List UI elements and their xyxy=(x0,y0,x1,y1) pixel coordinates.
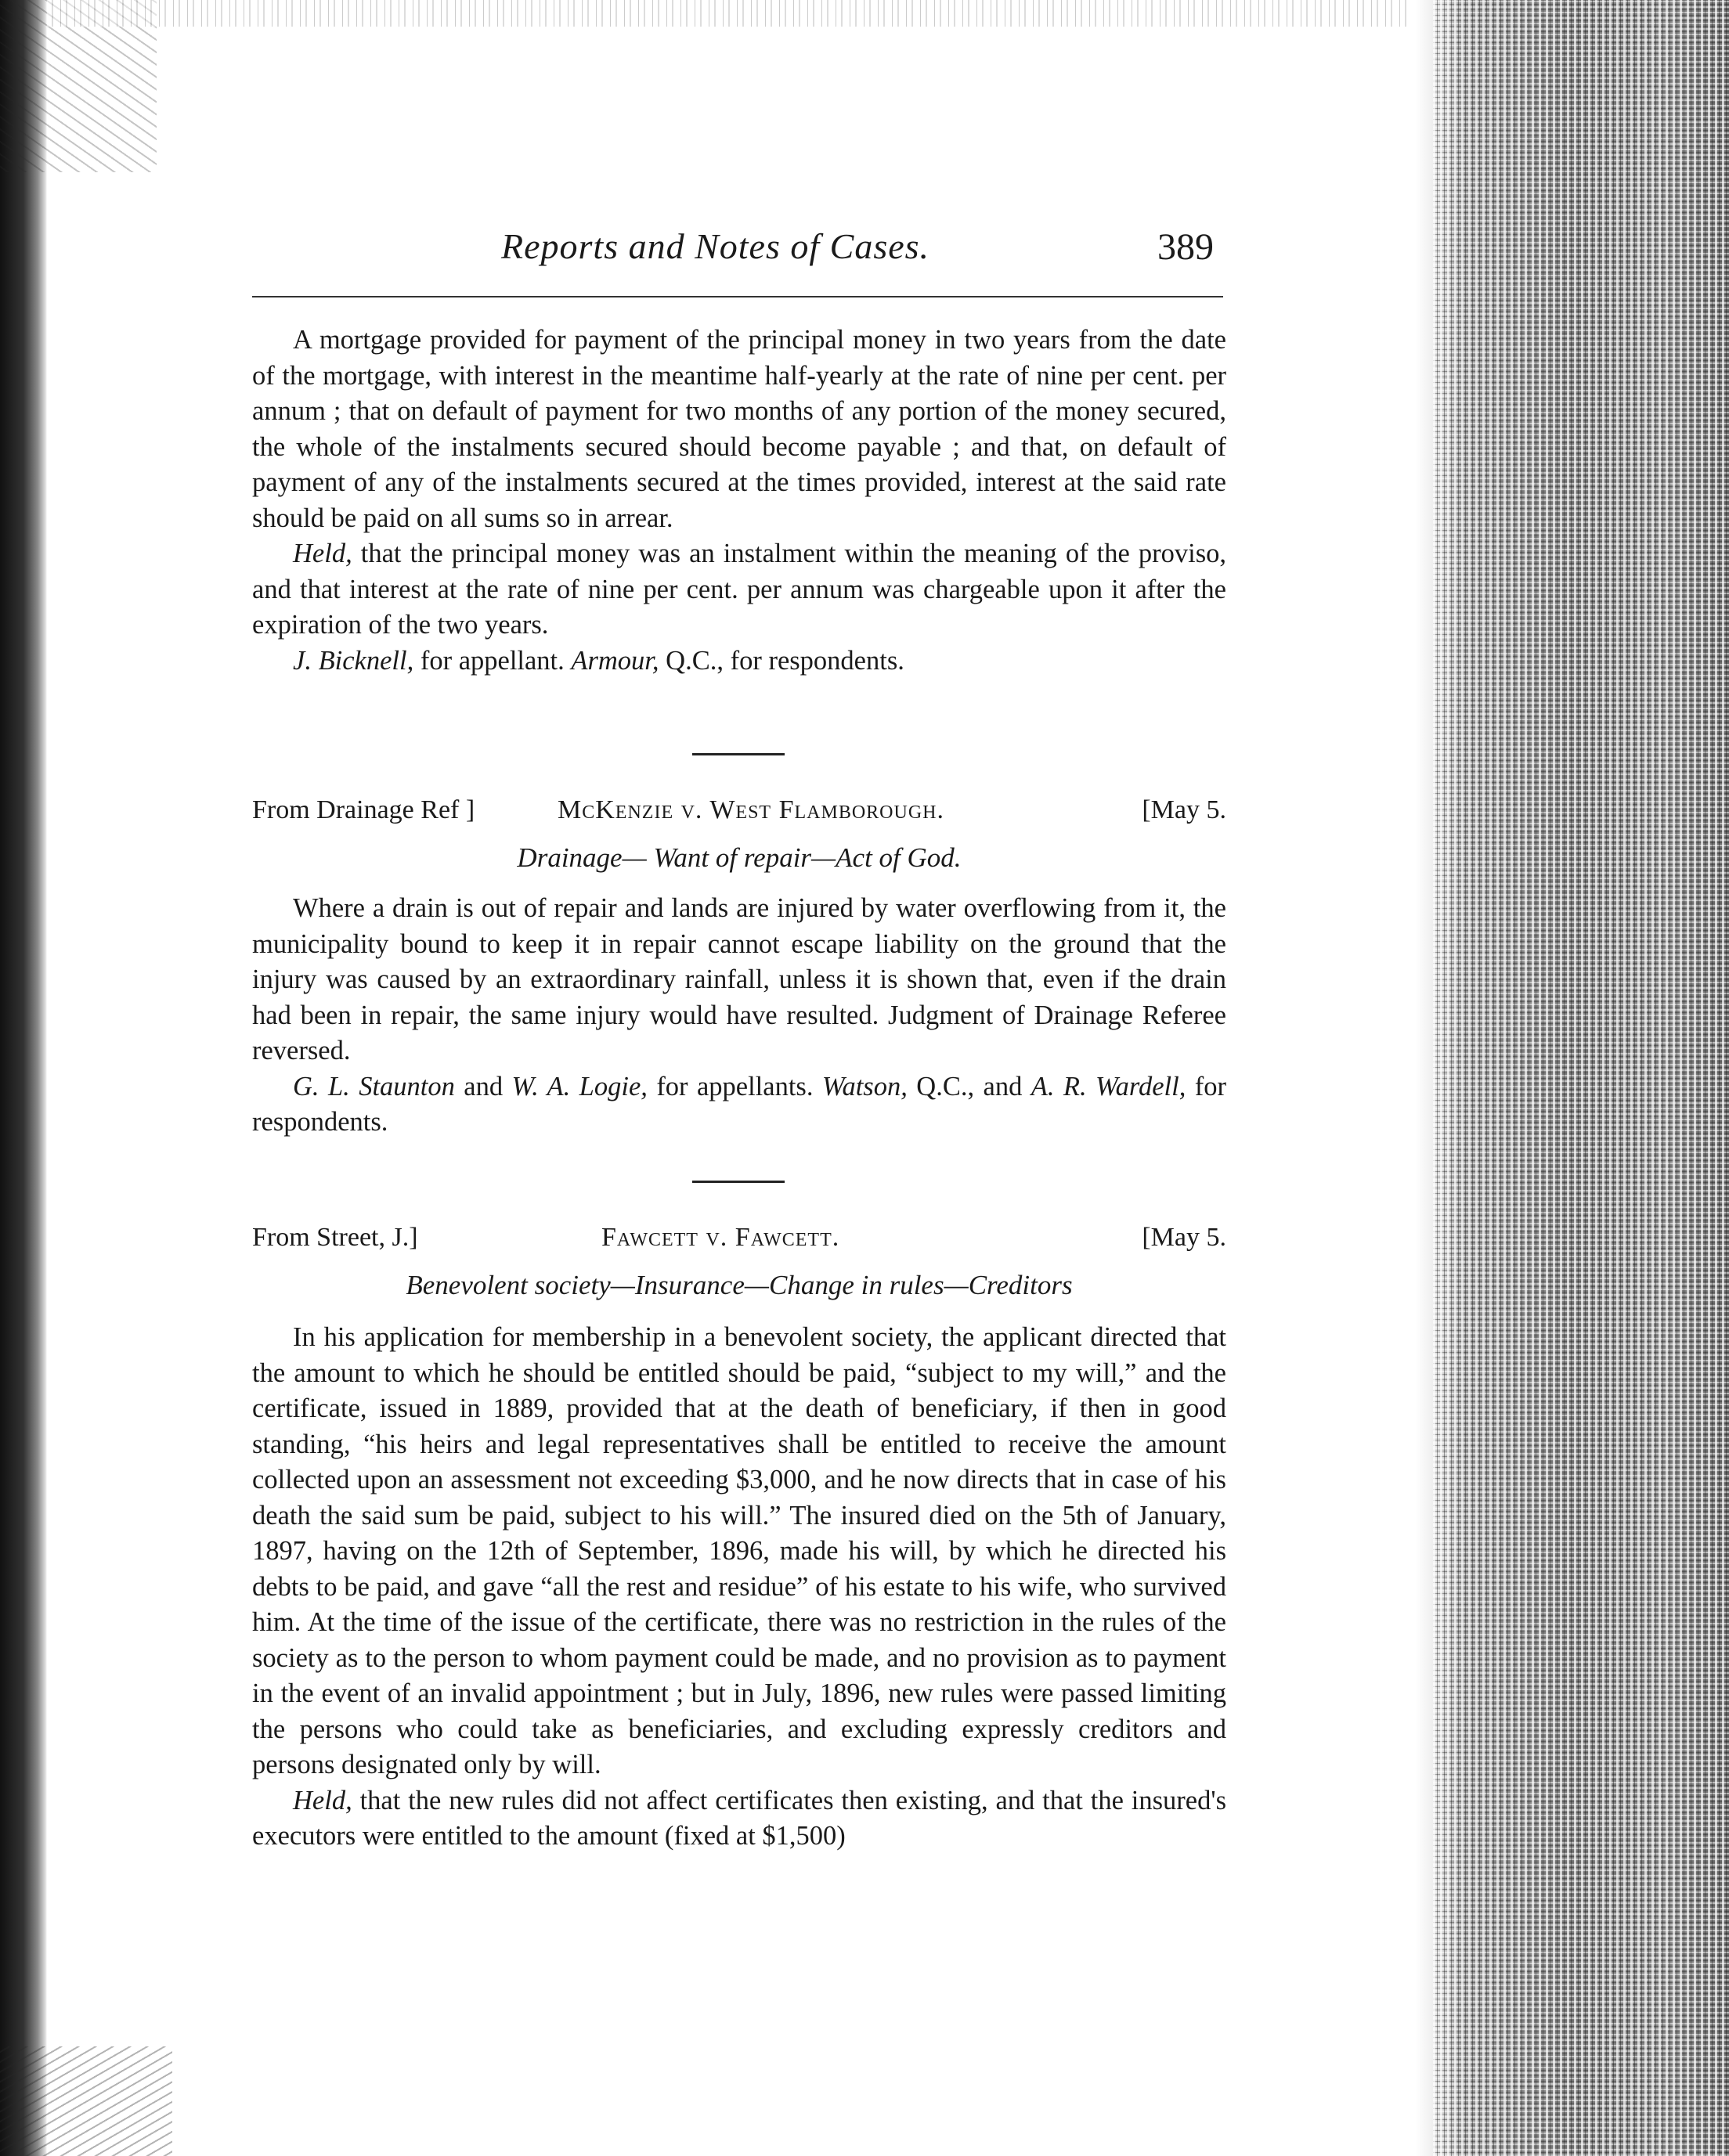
case1-held xyxy=(252,536,1226,644)
court-label: From Street, J.] xyxy=(252,1223,418,1252)
case3-body xyxy=(252,1320,1226,1855)
scan-right-edge xyxy=(1433,0,1729,2156)
header-rule xyxy=(252,296,1223,297)
case-name: McKenzie v. West Flamborough. xyxy=(558,795,944,824)
case2-paragraph: Where a drain is out of repair and lands are injured by water overflowing from it, the municipality bound to keep it in repair cannot escape liability on the ground that the injury was caused by an extraordinary rainfall, unless it is shown that, even if the drain had been in repair, the same injury would have resulted. Judgment of Drainage Referee reversed. xyxy=(252,893,1226,1065)
counsel-text: Q.C., and xyxy=(907,1071,1031,1101)
case3-held xyxy=(252,1783,1226,1855)
page-number: 389 xyxy=(1157,226,1214,268)
case1-body xyxy=(252,323,1226,679)
case1-paragraph: A mortgage provided for payment of the principal money in two years from the date of the mortgage, with interest in the meantime half-yearly at the rate of nine per cent. per annum ; that on default of payment for two months of any portion of the money secured, the whole of the instalments secured should become payable ; and that, on default of payment of any of the instalments secured at the times provided, interest at the said rate should be paid on all sums so in arrear. xyxy=(252,325,1226,533)
case2-counsel xyxy=(252,1069,1226,1141)
counsel-name: A. R. Wardell, xyxy=(1031,1071,1186,1101)
counsel-text: for appellants. xyxy=(647,1071,822,1101)
court-label: From Drainage Ref ] xyxy=(252,795,475,824)
counsel-name: Armour, xyxy=(571,645,659,676)
counsel-name: Watson, xyxy=(821,1071,908,1101)
counsel-name: J. Bicknell, xyxy=(293,645,414,676)
case-date: [May 5. xyxy=(1142,1223,1226,1252)
section-divider xyxy=(692,753,785,755)
case3-paragraph: In his application for membership in a benevolent society, the applicant directed that the amount to which he should be entitled should be paid, “subject to my will,” and the certificate, issued in 1889, provided that at the death of beneficiary, if then in good standing, “his heirs and legal representatives shall be entitled to receive the amount collected upon an assessment not exceeding $3,000, and he now directs that in case of his death the said sum be paid, subject to his will.” The insured died on the 5th of January, 1897, having on the 12th of September, 1896, made his will, by which he directed his debts to be paid, and gave “all the rest and residue” of his estate to his wife, who survived him. At the time of the issue of the certificate, there was no restriction in the rules of the society as to the person to whom payment could be made, and no provision as to payment in the event of an invalid appointment ; but in July, 1896, new rules were passed limiting the persons who could take as beneficiaries, and excluding expressly creditors and persons designated only by will. xyxy=(252,1322,1226,1779)
case-date: [May 5. xyxy=(1142,795,1226,824)
case2-body xyxy=(252,891,1226,1141)
case3-heading xyxy=(252,1223,1226,1262)
held-text: that the principal money was an instalment within the meaning of the proviso, and that interest at the rate of nine per cent. per annum was chargeable upon it after the expiration of the two years. xyxy=(252,539,1226,640)
counsel-text: Q.C., for respondents. xyxy=(659,645,904,676)
counsel-text: for appellant. xyxy=(413,645,572,676)
running-title: Reports and Notes of Cases. xyxy=(501,226,930,266)
held-text: that the new rules did not affect certificates then existing, and that the insured's executors were entitled to the amount (fixed at $1,500) xyxy=(252,1785,1226,1851)
counsel-name: G. L. Staunton xyxy=(293,1071,455,1101)
held-word: Held, xyxy=(293,539,352,568)
section-divider xyxy=(692,1181,785,1183)
case1-counsel xyxy=(252,644,1226,680)
held-word: Held, xyxy=(293,1785,352,1815)
case2-heading xyxy=(252,795,1226,835)
case3-catchwords: Benevolent society—Insurance—Change in rules—Creditors xyxy=(406,1270,1073,1300)
counsel-name: W. A. Logie, xyxy=(511,1071,648,1101)
case-name: Fawcett v. Fawcett. xyxy=(601,1223,840,1252)
counsel-text: and xyxy=(454,1071,512,1101)
case2-catchwords: Drainage— Want of repair—Act of God. xyxy=(517,842,962,873)
counsel-text: for respondents. xyxy=(252,1071,1226,1137)
